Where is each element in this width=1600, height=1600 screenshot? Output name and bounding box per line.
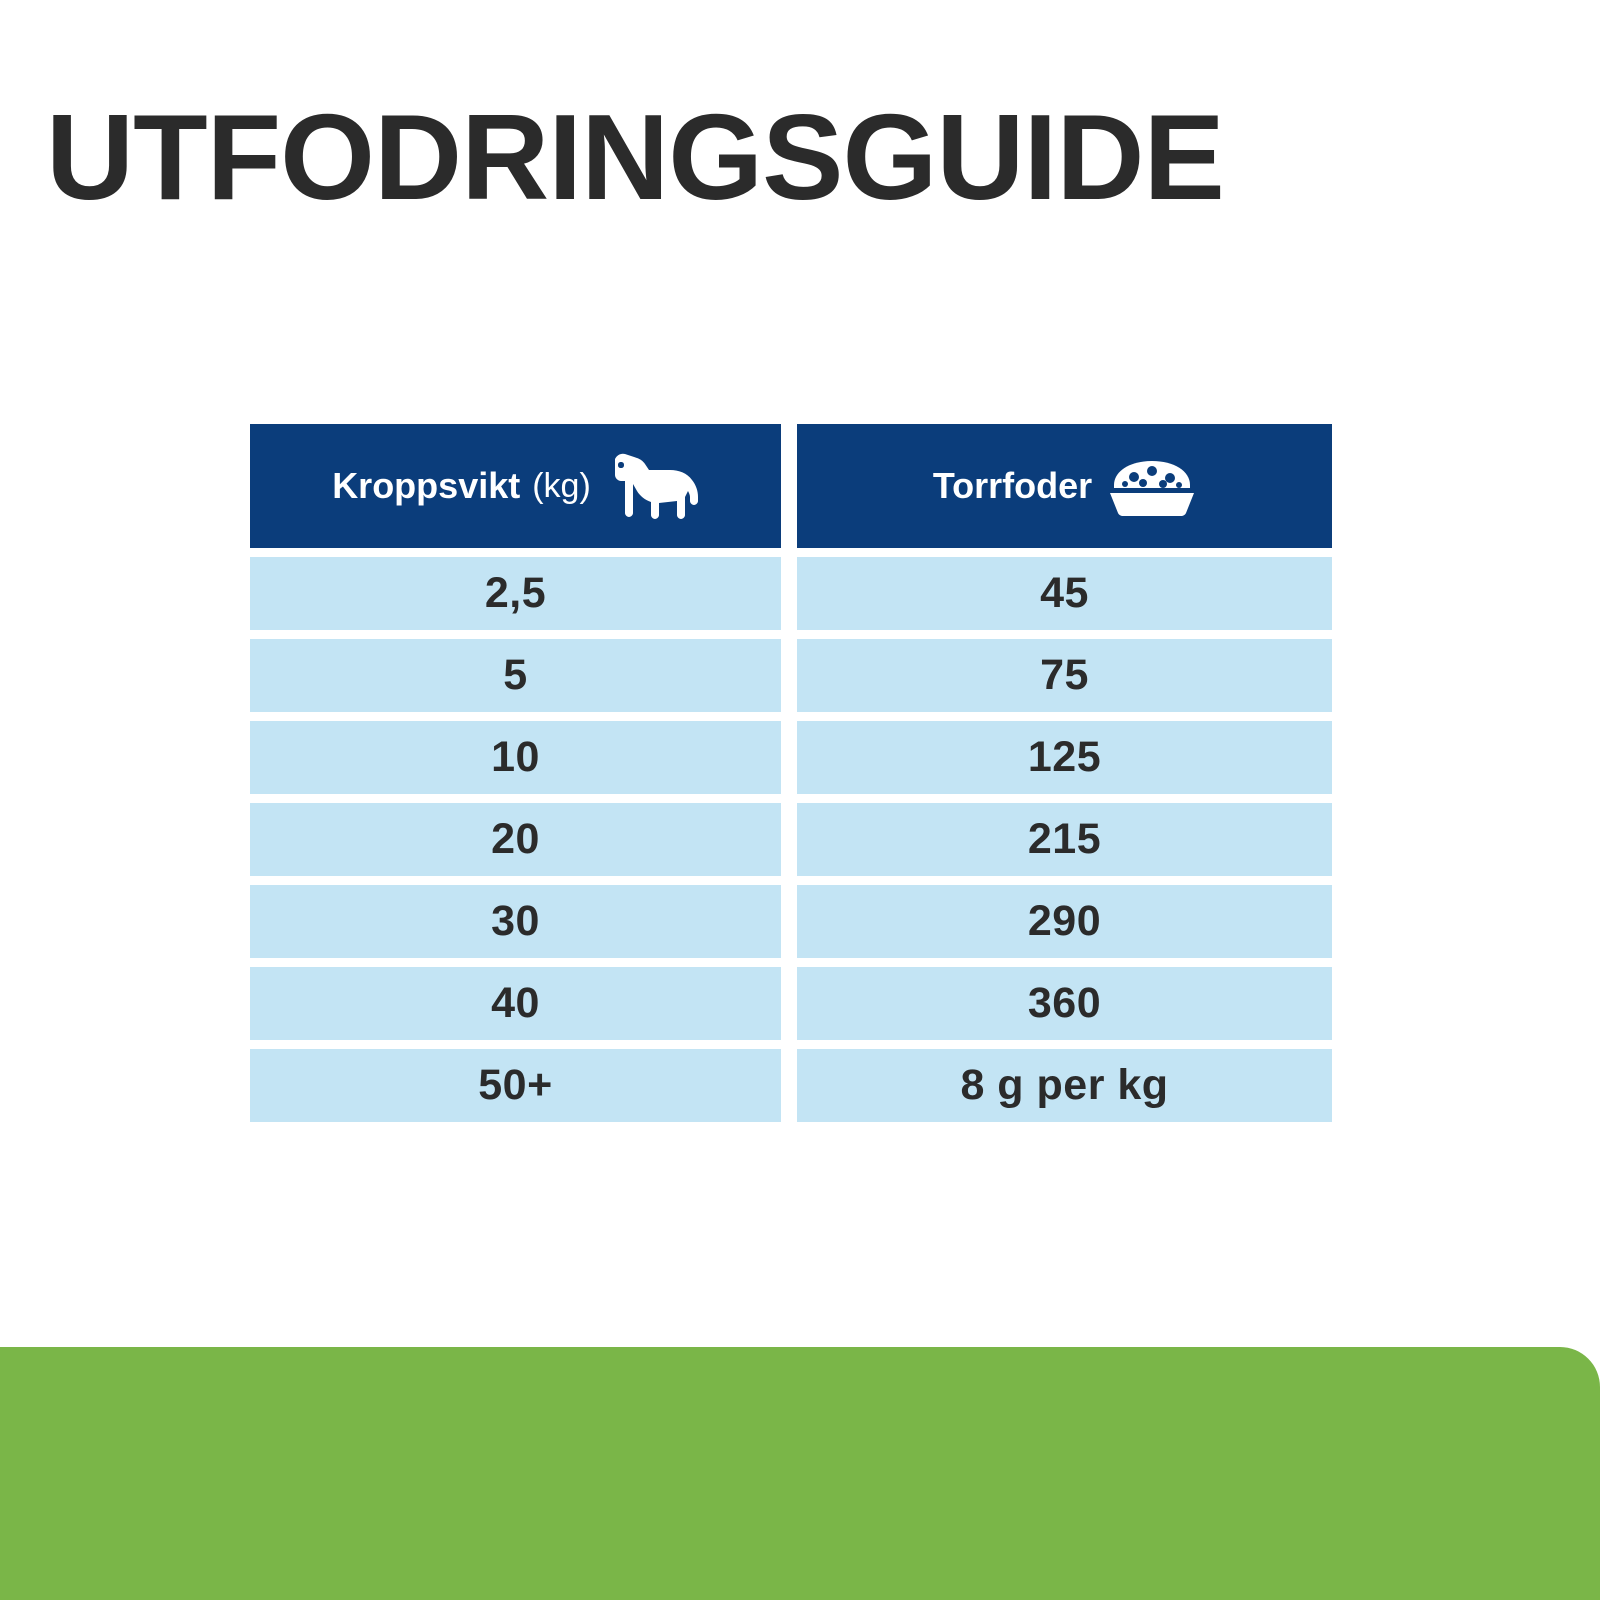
cell-dry-food (797, 885, 1332, 958)
cell-body-weight (250, 885, 781, 958)
table-row (250, 803, 1332, 876)
cell-body-weight-value: 50+ (478, 1061, 553, 1109)
cell-body-weight (250, 967, 781, 1040)
table-header-body-weight (250, 424, 781, 548)
cell-body-weight (250, 721, 781, 794)
table-row (250, 557, 1332, 630)
cell-dry-food-value: 215 (1027, 815, 1102, 863)
table-row (250, 639, 1332, 712)
cell-dry-food-value: 125 (1027, 733, 1102, 781)
cell-body-weight (250, 557, 781, 630)
footer-band (0, 1347, 1600, 1600)
cell-body-weight (250, 1049, 781, 1122)
table-header-row (250, 424, 1332, 548)
feeding-table (250, 424, 1332, 1122)
cell-dry-food-value: 8 g per kg (960, 1061, 1169, 1109)
cell-body-weight (250, 639, 781, 712)
cell-dry-food (797, 721, 1332, 794)
table-header-dry-food (797, 424, 1332, 548)
cell-dry-food-value: 290 (1027, 897, 1102, 945)
page-title: UTFODRINGSGUIDE (46, 89, 1224, 225)
cell-body-weight (250, 803, 781, 876)
cell-dry-food (797, 967, 1332, 1040)
cell-dry-food-value: 45 (1040, 569, 1089, 617)
cell-body-weight-value: 10 (491, 733, 540, 781)
table-row (250, 885, 1332, 958)
cell-body-weight-value: 40 (491, 979, 540, 1027)
cell-body-weight-value: 5 (503, 651, 528, 699)
cell-dry-food-value: 360 (1027, 979, 1102, 1027)
dog-icon (607, 453, 699, 519)
cell-body-weight-value: 30 (491, 897, 540, 945)
table-header-dry-food-label: Torrfoder (932, 465, 1093, 506)
table-row (250, 721, 1332, 794)
cell-body-weight-value: 2,5 (484, 569, 547, 617)
food-bowl-icon (1108, 455, 1196, 517)
cell-body-weight-value: 20 (491, 815, 540, 863)
cell-dry-food-value: 75 (1040, 651, 1089, 699)
cell-dry-food (797, 557, 1332, 630)
table-header-body-weight-unit: (kg) (532, 466, 591, 505)
table-header-body-weight-label: Kroppsvikt (332, 465, 521, 506)
table-row (250, 1049, 1332, 1122)
table-row (250, 967, 1332, 1040)
cell-dry-food (797, 803, 1332, 876)
cell-dry-food (797, 639, 1332, 712)
cell-dry-food (797, 1049, 1332, 1122)
